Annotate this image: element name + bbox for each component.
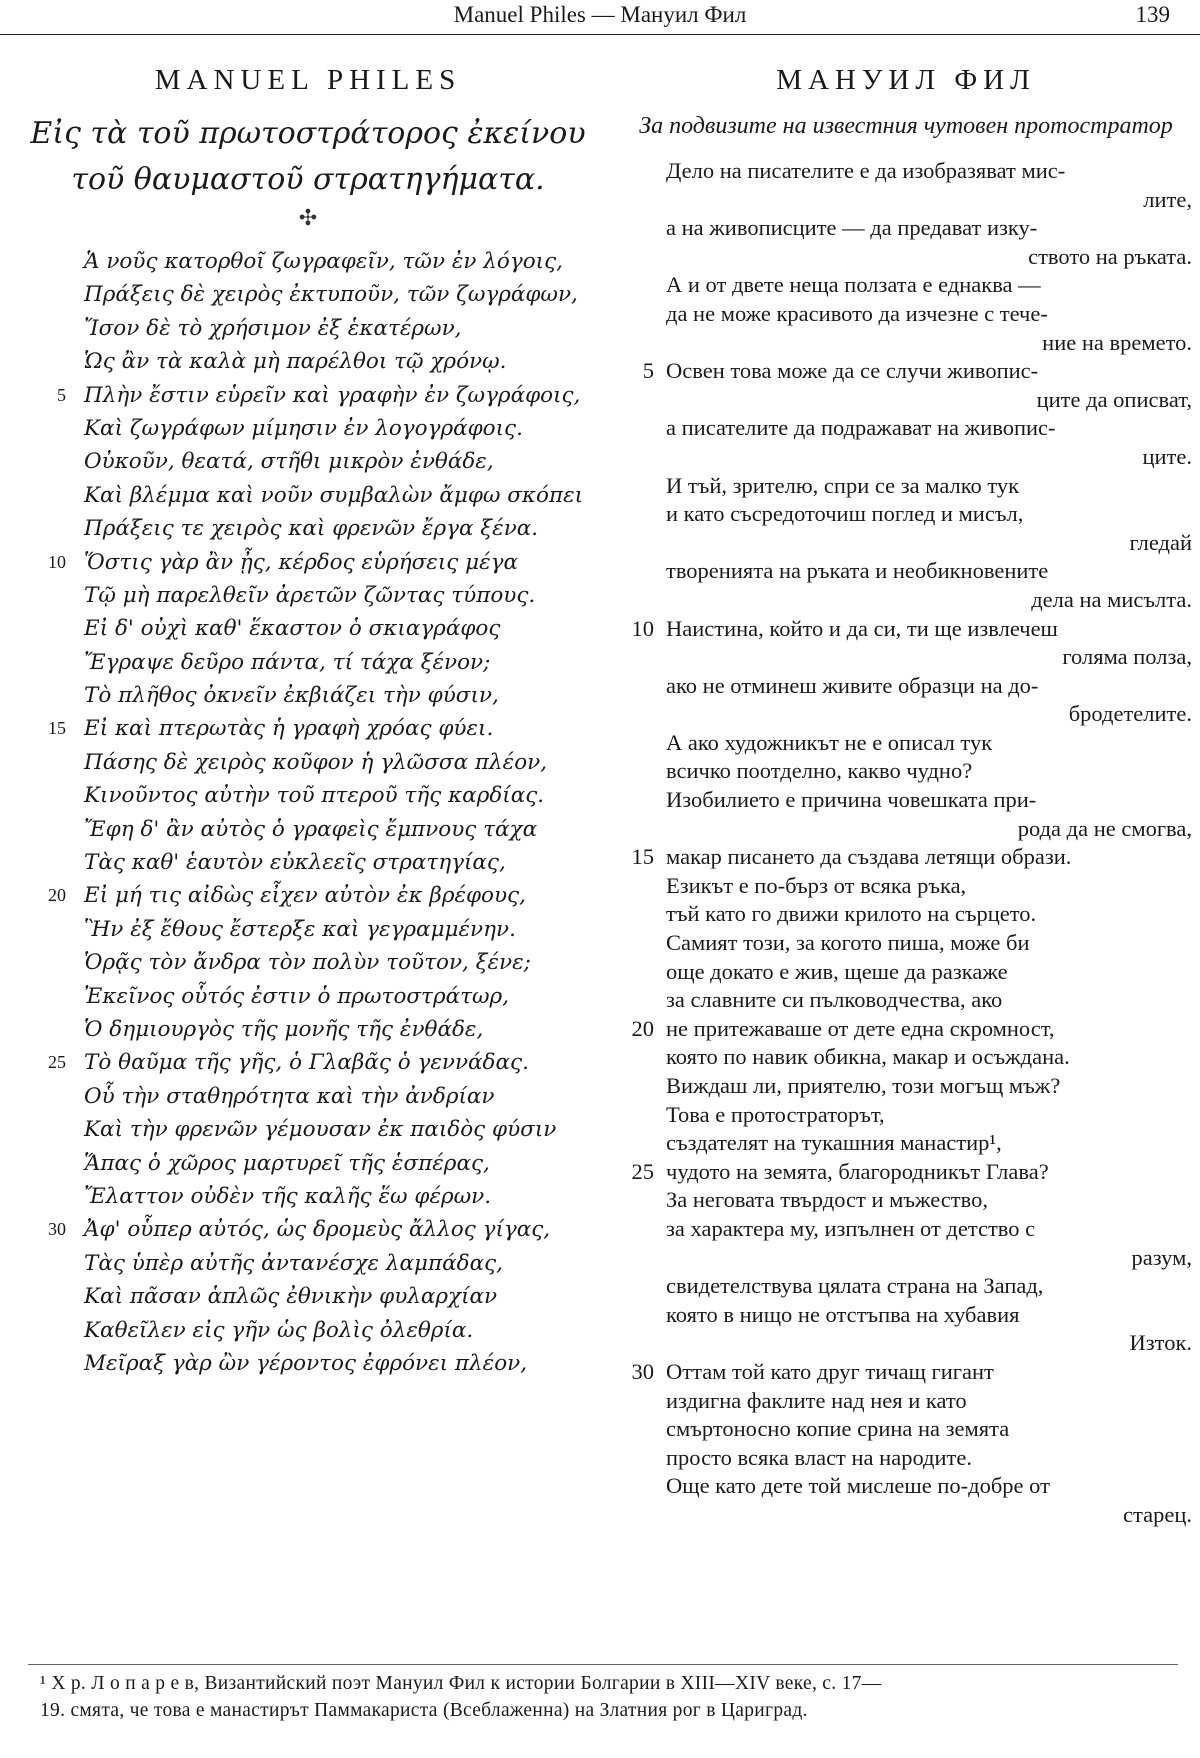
bulgarian-verse-text: а на живописците — да предават изку- bbox=[666, 215, 1038, 241]
bulgarian-verse-line bbox=[620, 843, 1192, 872]
greek-verse-text: Τὸ πλῆθος ὀκνεῖν ἐκβιάζει τὴν φύσιν, bbox=[84, 683, 499, 709]
bulgarian-verse-continuation: ството на ръката. bbox=[1028, 243, 1192, 269]
bulgarian-verse-text: не притежаваше от дете една скромност, bbox=[666, 1015, 1055, 1041]
bulgarian-verse-continuation: ние на времето. bbox=[1042, 329, 1192, 355]
bulgarian-verse-text: да не може красивото да изчезне с тече- bbox=[666, 300, 1048, 326]
bulgarian-verse-line bbox=[620, 557, 1192, 614]
bulgarian-verse-continuation: старец. bbox=[1123, 1501, 1192, 1527]
bulgarian-verse-text: която по навик обикна, макар и осъждана. bbox=[666, 1044, 1070, 1070]
bulgarian-verse-line bbox=[620, 1358, 1192, 1387]
greek-verse-line bbox=[28, 312, 588, 345]
bulgarian-verse-line bbox=[620, 157, 1192, 214]
bulgarian-verse-line bbox=[620, 986, 1192, 1015]
bulgarian-verse-text: Самият този, за когото пиша, може би bbox=[666, 930, 1030, 956]
greek-verse-line bbox=[28, 345, 588, 378]
bulgarian-verse-line bbox=[620, 1472, 1192, 1529]
page-header bbox=[0, 0, 1200, 35]
greek-verse-text: Τὸ θαῦμα τῆς γῆς, ὁ Γλαβᾶς ὁ γεννάδας. bbox=[84, 1050, 529, 1076]
line-number: 10 bbox=[631, 615, 654, 641]
greek-verse-line bbox=[28, 779, 588, 812]
bulgarian-verse-line bbox=[620, 900, 1192, 929]
greek-verse-text: Ἅπας ὁ χῶρος μαρτυρεῖ τῆς ἑσπέρας, bbox=[84, 1150, 490, 1176]
bulgarian-verse-text: Оттам той като друг тичащ гигант bbox=[666, 1358, 994, 1384]
bulgarian-verse-line bbox=[620, 1387, 1192, 1416]
greek-verse-list bbox=[28, 245, 588, 1380]
running-title: Manuel Philes — Мануил Фил bbox=[453, 2, 747, 27]
bulgarian-verse-line bbox=[620, 300, 1192, 357]
greek-verse-text: Ὁ δημιουργὸς τῆς μονῆς τῆς ἐνθάδε, bbox=[84, 1016, 484, 1042]
bulgarian-verse-text: Освен това може да се случи живопис- bbox=[666, 358, 1039, 384]
greek-verse-line bbox=[28, 479, 588, 512]
greek-poem-title-line-2: τοῦ θαυμαστοῦ στρατηγήματα. bbox=[71, 162, 545, 197]
greek-verse-text: Ἀφ' οὗπερ αὐτός, ὡς δρομεὺς ἄλλος γίγας, bbox=[84, 1217, 551, 1243]
bulgarian-verse-continuation: лите, bbox=[1143, 186, 1192, 212]
bulgarian-verse-line bbox=[620, 271, 1192, 300]
line-number: 20 bbox=[48, 885, 66, 906]
ornament-icon: ✣ bbox=[298, 205, 318, 230]
bulgarian-verse-line bbox=[620, 1215, 1192, 1272]
bulgarian-verse-list bbox=[620, 157, 1192, 1530]
bulgarian-verse-continuation: ците да описват, bbox=[1036, 386, 1192, 412]
greek-verse-text: Πάσης δὲ χειρὸς κοῦφον ἡ γλῶσσα πλέον, bbox=[84, 749, 548, 775]
line-number: 5 bbox=[642, 358, 654, 384]
greek-verse-text: Τὰς ὑπὲρ αὐτῆς ἀντανέσχε λαμπάδας, bbox=[84, 1250, 503, 1276]
greek-verse-text: Καὶ πᾶσαν ἁπλῶς ἐθνικὴν φυλαρχίαν bbox=[84, 1284, 498, 1310]
greek-verse-text: Πράξεις τε χειρὸς καὶ φρενῶν ἔργα ξένα. bbox=[84, 516, 539, 542]
greek-verse-text: Ἁ νοῦς κατορθοῖ ζωγραφεῖν, τῶν ἐν λόγοις, bbox=[84, 249, 563, 274]
greek-verse-line bbox=[28, 379, 588, 412]
bulgarian-verse-line bbox=[620, 1444, 1192, 1473]
bulgarian-verse-text: тъй като го движи крилото на сърцето. bbox=[666, 901, 1037, 927]
greek-verse-text: Κινοῦντος αὐτὴν τοῦ πτεροῦ τῆς καρδίας. bbox=[84, 783, 545, 809]
bulgarian-verse-line bbox=[620, 729, 1192, 758]
greek-poem-title-line-1: Εἰς τὰ τοῦ πρωτοστράτορος ἐκείνου bbox=[30, 116, 586, 151]
greek-column bbox=[28, 58, 588, 1380]
greek-verse-line bbox=[28, 612, 588, 645]
greek-verse-line bbox=[28, 1347, 588, 1380]
line-number: 25 bbox=[631, 1158, 654, 1184]
greek-verse-text: Πράξεις δὲ χειρὸς ἐκτυποῦν, τῶν ζωγράφων, bbox=[84, 282, 578, 308]
greek-verse-text: Ἣν ἐξ ἔθους ἔστερξε καὶ γεγραμμένην. bbox=[84, 916, 516, 942]
bulgarian-verse-line bbox=[620, 1272, 1192, 1301]
bulgarian-verse-continuation: ците. bbox=[1142, 443, 1192, 469]
bulgarian-verse-line bbox=[620, 1158, 1192, 1187]
greek-verse-line bbox=[28, 712, 588, 745]
greek-verse-line bbox=[28, 1213, 588, 1246]
greek-verse-line bbox=[28, 1314, 588, 1347]
bulgarian-verse-text: творенията на ръката и необикновените bbox=[666, 558, 1049, 584]
bulgarian-verse-line bbox=[620, 472, 1192, 501]
greek-verse-text: Ἔγραψε δεῦρο πάντα, τί τάχα ξένον; bbox=[84, 649, 491, 675]
bulgarian-verse-text: Езикът е по-бърз от всяка ръка, bbox=[666, 872, 967, 898]
bulgarian-verse-text: която в нищо не отстъпва на хубавия bbox=[666, 1301, 1020, 1327]
bulgarian-verse-line bbox=[620, 929, 1192, 958]
greek-verse-line bbox=[28, 646, 588, 679]
bulgarian-verse-text: просто всяка власт на народите. bbox=[666, 1444, 972, 1470]
bulgarian-verse-text: Виждаш ли, приятелю, този могъщ мъж? bbox=[666, 1073, 1061, 1098]
bulgarian-verse-text: а писателите да подражават на живопис- bbox=[666, 415, 1056, 441]
bulgarian-verse-text: свидетелствува цялата страна на Запад, bbox=[666, 1273, 1044, 1299]
line-number: 30 bbox=[48, 1219, 66, 1240]
bulgarian-verse-text: макар писането да създава летящи образи. bbox=[666, 844, 1072, 870]
greek-verse-text: Καὶ βλέμμα καὶ νοῦν συμβαλὼν ἄμφω σκόπει bbox=[84, 482, 584, 508]
bulgarian-verse-line bbox=[620, 1015, 1192, 1044]
greek-verse-line bbox=[28, 445, 588, 478]
greek-verse-text: Τῷ μὴ παρελθεῖν ἀρετῶν ζῶντας τύπους. bbox=[84, 582, 536, 608]
greek-verse-line bbox=[28, 1080, 588, 1113]
bulgarian-verse-text: Наистина, който и да си, ти ще извлечеш bbox=[666, 615, 1058, 641]
greek-verse-line bbox=[28, 278, 588, 311]
greek-verse-text: Καθεῖλεν εἰς γῆν ὡς βολὶς ὀλεθρία. bbox=[84, 1317, 474, 1343]
bulgarian-verse-line bbox=[620, 958, 1192, 987]
greek-verse-text: Μεῖραξ γὰρ ὢν γέροντος ἐφρόνει πλέον, bbox=[84, 1350, 528, 1376]
greek-verse-text: Τὰς καθ' ἑαυτὸν εὐκλεεῖς στρατηγίας, bbox=[84, 850, 506, 876]
greek-verse-text: Ἴσον δὲ τὸ χρήσιμον ἐξ ἑκατέρων, bbox=[84, 315, 462, 341]
bulgarian-verse-line bbox=[620, 672, 1192, 729]
bulgarian-verse-line bbox=[620, 786, 1192, 843]
bulgarian-verse-continuation: голяма полза, bbox=[1062, 644, 1192, 670]
greek-verse-line bbox=[28, 746, 588, 779]
greek-verse-text: Πλὴν ἔστιν εὑρεῖν καὶ γραφὴν ἐν ζωγράφοις, bbox=[84, 382, 581, 408]
line-number: 10 bbox=[48, 551, 66, 572]
footnote-line-2: 19. смята, че това е манастирът Паммакариста (Всеблаженна) на Златния рог в Цариград. bbox=[40, 1700, 808, 1721]
bulgarian-verse-text: издигна факлите над нея и като bbox=[666, 1387, 967, 1413]
bulgarian-column-title: МАНУИЛ ФИЛ bbox=[776, 64, 1036, 96]
greek-verse-line bbox=[28, 245, 588, 278]
footnote-divider bbox=[28, 1664, 1178, 1665]
bulgarian-verse-line bbox=[620, 757, 1192, 786]
bulgarian-verse-line bbox=[620, 1043, 1192, 1072]
greek-verse-text: Οὗ τὴν σταθηρότητα καὶ τὴν ἀνδρίαν bbox=[84, 1083, 495, 1109]
footnote-line-1: ¹ Х р. Л о п а р е в, Византийский поэт Мануил Фил к истории Болгарии в XIII—XIV веке, с. 17— bbox=[40, 1673, 882, 1694]
bulgarian-verse-text: Дело на писателите е да изобразяват мис- bbox=[666, 158, 1066, 183]
greek-verse-text: Ἔφη δ' ἂν αὐτὸς ὁ γραφεὶς ἔμπνους τάχα bbox=[84, 816, 538, 842]
bulgarian-verse-text: Още като дете той мислеше по-добре от bbox=[666, 1473, 1050, 1499]
greek-verse-text: Εἰ μή τις αἰδὼς εἶχεν αὐτὸν ἐκ βρέφους, bbox=[84, 883, 526, 909]
bulgarian-verse-text: за славните си пълководчества, ако bbox=[666, 987, 1003, 1013]
greek-verse-text: Εἰ καὶ πτερωτὰς ἡ γραφὴ χρόας φύει. bbox=[84, 716, 494, 742]
bulgarian-verse-line bbox=[620, 1186, 1192, 1215]
line-number: 30 bbox=[631, 1358, 654, 1384]
greek-verse-text: Ὁρᾷς τὸν ἄνδρα τὸν πολὺν τοῦτον, ξένε; bbox=[84, 950, 531, 976]
greek-verse-line bbox=[28, 879, 588, 912]
greek-verse-text: Εἰ δ' οὐχὶ καθ' ἕκαστον ὁ σκιαγράφος bbox=[84, 616, 501, 642]
bulgarian-verse-text: И тъй, зрителю, спри се за малко тук bbox=[666, 472, 1020, 498]
page-number: 139 bbox=[1135, 2, 1170, 27]
bulgarian-poem-title: За подвизите на известния чутовен протостратор bbox=[639, 113, 1173, 139]
greek-verse-text: Ἐκεῖνος οὗτός ἐστιν ὁ πρωτοστράτωρ, bbox=[84, 983, 510, 1009]
bulgarian-verse-text: ако не отминеш живите образци на до- bbox=[666, 672, 1039, 698]
bulgarian-verse-text: създателят на тукашния манастир¹, bbox=[666, 1130, 1002, 1156]
greek-verse-line bbox=[28, 980, 588, 1013]
bulgarian-verse-text: смъртоносно копие срина на земята bbox=[666, 1416, 1010, 1442]
greek-verse-line bbox=[28, 579, 588, 612]
bulgarian-verse-line bbox=[620, 214, 1192, 271]
bulgarian-verse-continuation: бродетелите. bbox=[1068, 701, 1192, 727]
bulgarian-verse-text: Това е протостраторът, bbox=[666, 1101, 885, 1127]
bulgarian-verse-line bbox=[620, 1101, 1192, 1130]
greek-verse-text: Καὶ τὴν φρενῶν γέμουσαν ἐκ παιδὸς φύσιν bbox=[84, 1117, 557, 1143]
line-number: 15 bbox=[48, 718, 66, 739]
bulgarian-verse-line bbox=[620, 872, 1192, 901]
bulgarian-verse-text: за характера му, изпълнен от детство с bbox=[666, 1215, 1036, 1241]
bulgarian-verse-line bbox=[620, 1129, 1192, 1158]
bulgarian-verse-text: Изобилието е причина човешката при- bbox=[666, 787, 1037, 813]
footnote bbox=[40, 1670, 1190, 1724]
bulgarian-verse-text: чудото на земята, благородникът Глава? bbox=[666, 1158, 1049, 1184]
greek-verse-line bbox=[28, 813, 588, 846]
bulgarian-verse-continuation: рода да не смогва, bbox=[1017, 815, 1192, 841]
bulgarian-verse-text: А и от двете неща ползата е еднаква — bbox=[666, 272, 1041, 298]
line-number: 15 bbox=[631, 844, 654, 870]
greek-verse-text: Καὶ ζωγράφων μίμησιν ἐν λογογράφοις. bbox=[84, 415, 523, 441]
line-number: 20 bbox=[631, 1015, 654, 1041]
greek-verse-line bbox=[28, 1113, 588, 1146]
greek-verse-line bbox=[28, 1247, 588, 1280]
greek-verse-line bbox=[28, 913, 588, 946]
bulgarian-verse-continuation: дела на мисълта. bbox=[1031, 586, 1192, 612]
greek-verse-line bbox=[28, 1013, 588, 1046]
bulgarian-verse-line bbox=[620, 414, 1192, 471]
greek-column-title: MANUEL PHILES bbox=[154, 64, 462, 96]
greek-verse-text: Ὡς ἂν τὰ καλὰ μὴ παρέλθοι τῷ χρόνῳ. bbox=[84, 349, 507, 375]
bulgarian-verse-text: За неговата твърдост и мъжество, bbox=[666, 1187, 988, 1213]
greek-verse-line bbox=[28, 946, 588, 979]
line-number: 5 bbox=[57, 384, 66, 405]
bulgarian-verse-continuation: разум, bbox=[1131, 1244, 1192, 1270]
greek-verse-line bbox=[28, 412, 588, 445]
bulgarian-verse-text: още докато е жив, щеше да разкаже bbox=[666, 958, 1008, 984]
bulgarian-column bbox=[620, 58, 1192, 1530]
greek-verse-line bbox=[28, 1180, 588, 1213]
greek-verse-text: Ἔλαττον οὐδὲν τῆς καλῆς ἕω φέρων. bbox=[84, 1183, 492, 1209]
greek-verse-line bbox=[28, 512, 588, 545]
greek-verse-line bbox=[28, 546, 588, 579]
greek-verse-text: Ὅστις γὰρ ἂν ᾖς, κέρδος εὑρήσεις μέγα bbox=[84, 549, 519, 575]
bulgarian-verse-line bbox=[620, 1072, 1192, 1101]
bulgarian-verse-line bbox=[620, 357, 1192, 414]
greek-verse-text: Οὐκοῦν, θεατά, στῆθι μικρὸν ἐνθάδε, bbox=[84, 449, 494, 475]
greek-verse-line bbox=[28, 679, 588, 712]
bulgarian-verse-line bbox=[620, 500, 1192, 557]
bulgarian-verse-text: всичко поотделно, какво чудно? bbox=[666, 758, 973, 784]
bulgarian-verse-text: А ако художникът не е описал тук bbox=[666, 729, 993, 755]
bulgarian-verse-line bbox=[620, 1301, 1192, 1358]
bulgarian-verse-line bbox=[620, 1415, 1192, 1444]
bulgarian-verse-line bbox=[620, 615, 1192, 672]
bulgarian-verse-continuation: Изток. bbox=[1129, 1330, 1192, 1356]
line-number: 25 bbox=[48, 1052, 66, 1073]
bulgarian-verse-text: и като съсредоточиш поглед и мисъл, bbox=[666, 501, 1024, 527]
bulgarian-verse-continuation: гледай bbox=[1129, 529, 1192, 555]
greek-verse-line bbox=[28, 846, 588, 879]
greek-verse-line bbox=[28, 1147, 588, 1180]
greek-verse-line bbox=[28, 1046, 588, 1079]
greek-verse-line bbox=[28, 1280, 588, 1313]
